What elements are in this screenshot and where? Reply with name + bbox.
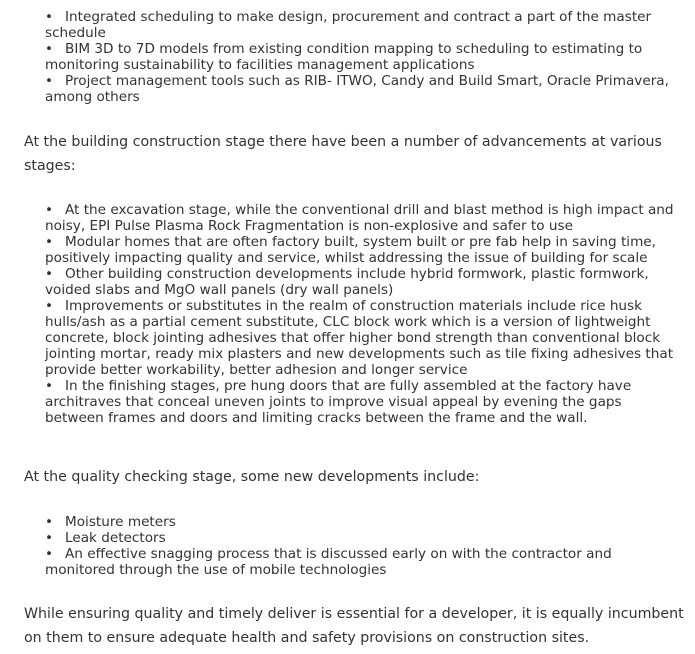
list-item: • Project management tools such as RIB- ITWO, Candy and Build Smart, Oracle Primavera, among others <box>45 73 669 105</box>
list-item: • An effective snagging process that is discussed early on with the contractor and monitored through the use of mobile technologies <box>45 546 612 578</box>
bullet-icon: • <box>45 41 54 57</box>
list-item: • Improvements or substitutes in the realm of construction materials include rice husk hulls/ash as a partial cement substitute, CLC block work which is a version of lightweight concrete, block jointing adhesives that offer higher bond strength than conventional block jointing mortar, ready mix plasters and new developments such as tile fixing adhesives that provide better workability, better adhesion and longer service <box>45 298 674 378</box>
list-item: • Leak detectors <box>45 530 166 546</box>
construction-advancements-list <box>45 202 675 426</box>
bullet-icon: • <box>45 234 54 250</box>
bullet-icon: • <box>45 298 54 314</box>
list-item: • Moisture meters <box>45 514 176 530</box>
bullet-icon: • <box>45 202 54 218</box>
list-item: • Other building construction developments include hybrid formwork, plastic formwork, voided slabs and MgO wall panels (dry wall panels) <box>45 266 649 298</box>
quality-stage-paragraph: At the quality checking stage, some new developments include: <box>24 469 480 485</box>
quality-developments-list <box>45 514 675 578</box>
list-item: • Integrated scheduling to make design, procurement and contract a part of the master schedule <box>45 9 652 41</box>
list-item: • Modular homes that are often factory built, system built or pre fab help in saving time, positively impacting quality and service, whilst addressing the issue of building for scale <box>45 234 656 266</box>
bullet-icon: • <box>45 514 54 530</box>
bullet-icon: • <box>45 9 54 25</box>
bullet-icon: • <box>45 378 54 394</box>
construction-stage-paragraph: At the building construction stage there have been a number of advancements at various stages: <box>24 134 662 174</box>
bullet-icon: • <box>45 73 54 89</box>
health-safety-paragraph: While ensuring quality and timely deliver is essential for a developer, it is equally incumbent on them to ensure adequate health and safety provisions on construction sites. <box>24 606 684 646</box>
planning-tools-list <box>45 9 675 105</box>
bullet-icon: • <box>45 530 54 546</box>
list-item: • BIM 3D to 7D models from existing condition mapping to scheduling to estimating to monitoring sustainability to facilities management applications <box>45 41 643 73</box>
bullet-icon: • <box>45 266 54 282</box>
bullet-icon: • <box>45 546 54 562</box>
list-item: • In the finishing stages, pre hung doors that are fully assembled at the factory have architraves that conceal uneven joints to improve visual appeal by evening the gaps between frames and doors and limiting cracks between the frame and the wall. <box>45 378 632 426</box>
list-item: • At the excavation stage, while the conventional drill and blast method is high impact and noisy, EPI Pulse Plasma Rock Fragmentation is non-explosive and safer to use <box>45 202 674 234</box>
